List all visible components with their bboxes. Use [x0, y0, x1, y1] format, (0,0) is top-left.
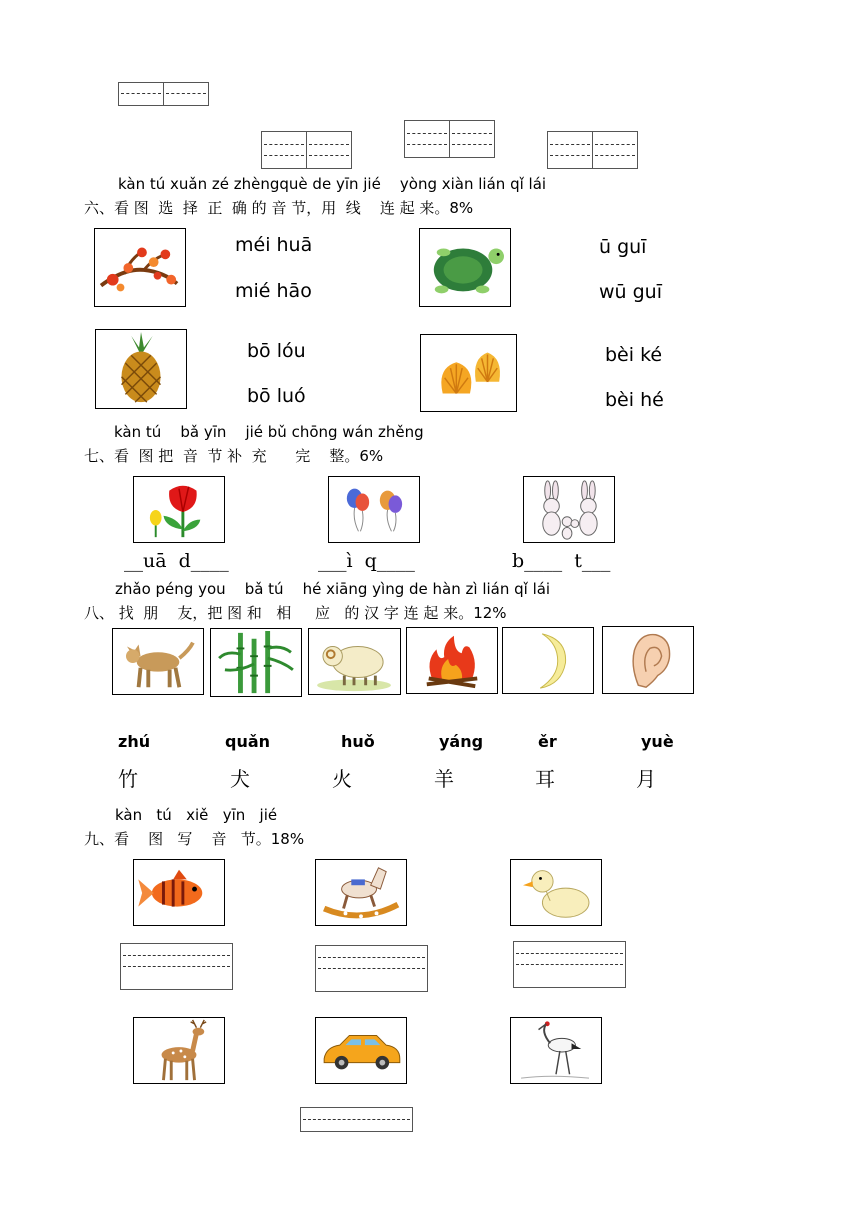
crane-picture	[510, 1017, 602, 1084]
deer-picture	[133, 1017, 225, 1084]
sec8-hanzi-3: 火	[332, 767, 352, 791]
sec8-pinyin-5: ěr	[538, 732, 557, 751]
sec8-hanzi-6: 月	[636, 767, 656, 791]
sec9-pinyin: kàn tú xiě yīn jié	[115, 806, 278, 824]
sec6-option-3b: bō luó	[247, 385, 306, 407]
answer-box-4[interactable]	[300, 1107, 413, 1132]
rabbits-icon	[524, 477, 614, 542]
writing-grid-2[interactable]	[261, 131, 352, 169]
sec7-blank-3[interactable]: b____ t___	[512, 550, 611, 572]
sec6-heading: 六、看 图 选 择 正 确 的 音 节，用 线 连 起 来。8%	[84, 199, 474, 217]
sec8-pinyin-1: zhú	[118, 732, 151, 751]
sec8-heading: 八、 找 朋 友，把 图 和 相 应 的 汉 字 连 起 来。12%	[84, 604, 507, 622]
deer-icon	[134, 1018, 224, 1083]
writing-grid-4[interactable]	[547, 131, 638, 169]
sec7-pinyin: kàn tú bǎ yīn jié bǔ chōng wán zhěng	[114, 423, 424, 441]
duck-icon	[511, 860, 601, 925]
bamboo-icon	[211, 629, 301, 696]
tulip-icon	[134, 477, 224, 542]
crane-bird-icon	[511, 1018, 601, 1083]
answer-box-2[interactable]	[315, 945, 428, 992]
duck-picture	[510, 859, 602, 926]
sec8-pinyin-2: quǎn	[225, 732, 271, 751]
flower-picture	[133, 476, 225, 543]
ear-icon	[603, 627, 693, 693]
sec7-blank-2[interactable]: ___ì q____	[318, 550, 415, 572]
sec8-hanzi-1: 竹	[118, 767, 138, 791]
sec8-pinyin-4: yáng	[439, 732, 484, 751]
sec6-option-1a: méi huā	[235, 234, 313, 256]
sec8-pinyin-6: yuè	[641, 732, 674, 751]
sec6-option-4a: bèi ké	[605, 344, 663, 366]
rabbits-picture	[523, 476, 615, 543]
car-picture	[315, 1017, 407, 1084]
seashell-icon	[421, 335, 516, 411]
dog-picture	[112, 628, 204, 695]
balloons-icon	[329, 477, 419, 542]
sec7-heading: 七、看 图 把 音 节 补 充 完 整。6%	[84, 447, 384, 465]
dog-icon	[113, 629, 203, 694]
sec8-hanzi-4: 羊	[434, 767, 454, 791]
goldfish-icon	[134, 860, 224, 925]
sec7-blank-1[interactable]: __uā d____	[124, 550, 229, 572]
sheep-picture	[308, 628, 401, 695]
sec6-pinyin: kàn tú xuǎn zé zhèngquè de yīn jié yòng xiàn lián qǐ lái	[118, 175, 547, 193]
car-icon	[316, 1018, 406, 1083]
sec6-option-1b: mié hāo	[235, 280, 312, 302]
sec6-option-2a: ū guī	[599, 236, 647, 258]
moon-picture	[502, 627, 594, 694]
balloons-picture	[328, 476, 420, 543]
sec6-option-3a: bō lóu	[247, 340, 306, 362]
seashell-picture	[420, 334, 517, 412]
bamboo-picture	[210, 628, 302, 697]
crescent-moon-icon	[503, 628, 593, 693]
writing-grid-3[interactable]	[404, 120, 495, 158]
sec9-heading: 九、看 图 写 音 节。18%	[84, 830, 305, 848]
sec8-hanzi-2: 犬	[230, 767, 250, 791]
fire-icon	[407, 628, 497, 693]
answer-box-1[interactable]	[120, 943, 233, 990]
sec6-option-4b: bèi hé	[605, 389, 664, 411]
turtle-picture	[419, 228, 511, 307]
pineapple-picture	[95, 329, 187, 409]
fire-picture	[406, 627, 498, 694]
rocking-horse-picture	[315, 859, 407, 926]
sec8-pinyin: zhǎo péng you bǎ tú hé xiāng yìng de hàn zì lián qǐ lái	[115, 580, 551, 598]
sec6-option-2b: wū guī	[599, 281, 663, 303]
sheep-icon	[309, 629, 400, 694]
sec8-hanzi-5: 耳	[535, 767, 555, 791]
plum-blossom-picture	[94, 228, 186, 307]
rocking-horse-icon	[316, 860, 406, 925]
answer-box-3[interactable]	[513, 941, 626, 988]
plum-blossom-icon	[95, 229, 185, 306]
pineapple-icon	[96, 330, 186, 408]
goldfish-picture	[133, 859, 225, 926]
sec8-pinyin-3: huǒ	[341, 732, 375, 751]
writing-grid-1[interactable]	[118, 82, 209, 106]
turtle-icon	[420, 229, 510, 306]
ear-picture	[602, 626, 694, 694]
